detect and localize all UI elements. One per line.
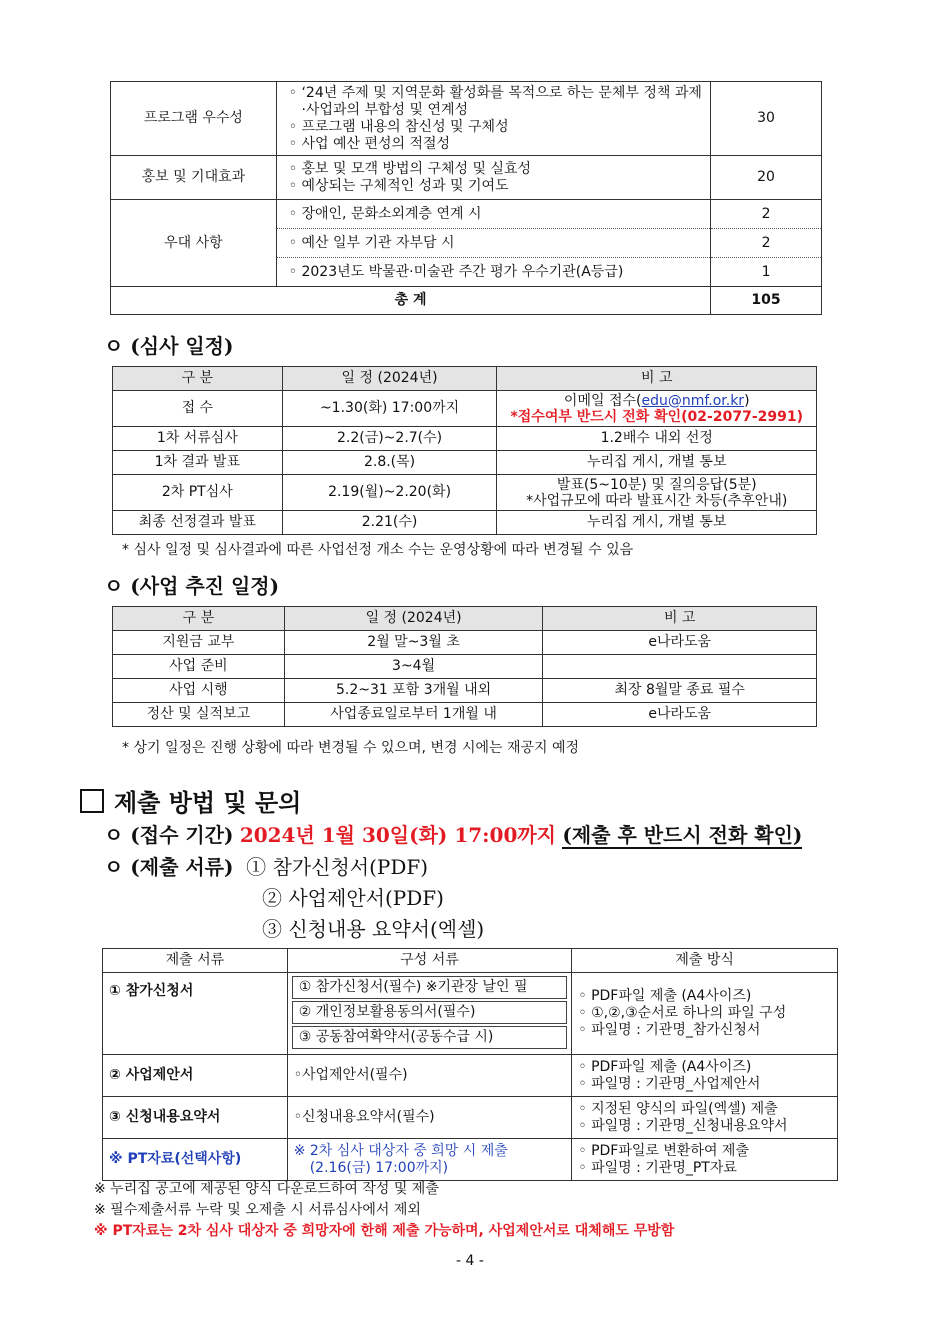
doc-parts: ◦신청내용요약서(필수) bbox=[287, 1097, 572, 1139]
submission-deadline: 2024년 1월 30일(화) 17:00까지 bbox=[239, 823, 557, 847]
footnote: ※ 필수제출서류 누락 및 오제출 시 서류심사에서 제외 bbox=[94, 1202, 421, 1218]
total-label: 총 계 bbox=[111, 287, 711, 315]
header-cell: 일 정 (2024년) bbox=[284, 607, 543, 631]
table-row bbox=[113, 703, 817, 727]
cell: 최장 8월말 종료 필수 bbox=[543, 679, 817, 703]
cell: 정산 및 실적보고 bbox=[113, 703, 285, 727]
table-row bbox=[113, 475, 817, 511]
header-cell: 제출 방식 bbox=[572, 949, 838, 973]
table-row bbox=[113, 679, 817, 703]
doc-item: ③ 신청내용 요약서(엑셀) bbox=[262, 917, 485, 941]
cell: 5.2~31 포함 3개월 내외 bbox=[284, 679, 543, 703]
criterion-item: ◦ 2023년도 박물관·미술관 주간 평가 우수기관(A등급) bbox=[276, 258, 710, 287]
header-cell: 일 정 (2024년) bbox=[282, 367, 497, 391]
doc-method: ◦ 지정된 양식의 파일(엑셀) 제출 ◦ 파일명 : 기관명_신청내용요약서 bbox=[572, 1097, 838, 1139]
table-row bbox=[103, 973, 838, 1055]
criterion-cell: 우대 사항 bbox=[111, 200, 277, 287]
total-score: 105 bbox=[711, 287, 822, 315]
table-row bbox=[113, 391, 817, 427]
review-schedule-table bbox=[112, 366, 817, 535]
table-row bbox=[103, 1097, 838, 1139]
cell: 2.8.(목) bbox=[282, 451, 497, 475]
email-link[interactable]: edu@nmf.or.kr bbox=[641, 392, 745, 409]
score-cell: 20 bbox=[711, 156, 822, 200]
doc-name: ① 참가신청서 bbox=[103, 973, 288, 1055]
criterion-item: ◦ 장애인, 문화소외계층 연계 시 bbox=[276, 200, 710, 229]
project-schedule-table bbox=[112, 606, 817, 727]
cell: 2.21(수) bbox=[282, 511, 497, 535]
cell: 접 수 bbox=[113, 391, 283, 427]
doc-parts: ◦사업제안서(필수) bbox=[287, 1055, 572, 1097]
table-row bbox=[113, 511, 817, 535]
document-table bbox=[102, 948, 838, 1181]
doc-parts: ※ 2차 심사 대상자 중 희망 시 제출 (2.16(금) 17:00까지) bbox=[287, 1139, 572, 1181]
review-schedule-note: * 심사 일정 및 심사결과에 따른 사업선정 개소 수는 운영상황에 따라 변경될 수 있음 bbox=[122, 542, 634, 558]
cell: 2.2(금)~2.7(수) bbox=[282, 427, 497, 451]
criterion-items: ◦ 홍보 및 모객 방법의 구체성 및 실효성 ◦ 예상되는 구체적인 성과 및 기여도 bbox=[276, 156, 710, 200]
score-cell: 2 bbox=[711, 200, 822, 229]
cell: 3~4월 bbox=[284, 655, 543, 679]
cell: 이메일 접수(edu@nmf.or.kr) *접수여부 반드시 전화 확인(02-2077-2991) bbox=[497, 391, 817, 427]
phone-confirm-note: *접수여부 반드시 전화 확인(02-2077-2991) bbox=[510, 408, 803, 425]
doc-name: ② 사업제안서 bbox=[103, 1055, 288, 1097]
header-cell: 제출 서류 bbox=[103, 949, 288, 973]
doc-name: ※ PT자료(선택사항) bbox=[103, 1139, 288, 1181]
table-header bbox=[113, 607, 817, 631]
cell: 발표(5~10분) 및 질의응답(5분) *사업규모에 따라 발표시간 차등(추후안내) bbox=[497, 475, 817, 511]
footnote-important: ※ PT자료는 2차 심사 대상자 중 희망자에 한해 제출 가능하며, 사업제안서로 대체해도 무방함 bbox=[94, 1223, 675, 1239]
doc-item: ② 사업제안서(PDF) bbox=[262, 886, 444, 910]
cell: 2월 말~3월 초 bbox=[284, 631, 543, 655]
submission-docs-line: ㅇ (제출 서류) ① 참가신청서(PDF) bbox=[104, 855, 429, 879]
evaluation-table bbox=[110, 81, 822, 315]
project-schedule-heading: ㅇ (사업 추진 일정) bbox=[104, 574, 280, 598]
doc-parts: ① 참가신청서(필수) ※기관장 날인 필 ② 개인정보활용동의서(필수) ③ 공동참여확약서(공동수급 시) bbox=[287, 973, 572, 1055]
cell: 누리집 게시, 개별 통보 bbox=[497, 451, 817, 475]
cell: 최종 선정결과 발표 bbox=[113, 511, 283, 535]
header-cell: 비 고 bbox=[497, 367, 817, 391]
doc-method: ◦ PDF파일 제출 (A4사이즈) ◦ ①,②,③순서로 하나의 파일 구성 ◦ 파일명 : 기관명_참가신청서 bbox=[572, 973, 838, 1055]
page-number: - 4 - bbox=[456, 1253, 484, 1269]
criterion-cell: 프로그램 우수성 bbox=[111, 82, 277, 156]
cell: 사업종료일로부터 1개월 내 bbox=[284, 703, 543, 727]
table-header bbox=[103, 949, 838, 973]
score-cell: 30 bbox=[711, 82, 822, 156]
doc-method: ◦ PDF파일 제출 (A4사이즈) ◦ 파일명 : 기관명_사업제안서 bbox=[572, 1055, 838, 1097]
cell bbox=[543, 655, 817, 679]
table-row bbox=[103, 1139, 838, 1181]
table-row bbox=[113, 655, 817, 679]
doc-name: ③ 신청내용요약서 bbox=[103, 1097, 288, 1139]
criterion-item: ◦ 예산 일부 기관 자부담 시 bbox=[276, 229, 710, 258]
cell: 1차 결과 발표 bbox=[113, 451, 283, 475]
criterion-items: ◦ ‘24년 주제 및 지역문화 활성화를 목적으로 하는 문체부 정책 과제·사업과의 부합성 및 연계성 ◦ 프로그램 내용의 참신성 및 구체성 ◦ 사업 예산 편성의 적절성 bbox=[276, 82, 710, 156]
checkbox-square-icon bbox=[80, 789, 104, 813]
cell: 사업 준비 bbox=[113, 655, 285, 679]
cell: 지원금 교부 bbox=[113, 631, 285, 655]
submission-title: 제출 방법 및 문의 bbox=[80, 783, 301, 818]
table-row bbox=[113, 631, 817, 655]
score-cell: 1 bbox=[711, 258, 822, 287]
criterion-cell: 홍보 및 기대효과 bbox=[111, 156, 277, 200]
project-schedule-note: * 상기 일정은 진행 상황에 따라 변경될 수 있으며, 변경 시에는 재공지 예정 bbox=[122, 740, 580, 756]
header-cell: 비 고 bbox=[543, 607, 817, 631]
cell: 누리집 게시, 개별 통보 bbox=[497, 511, 817, 535]
table-row bbox=[113, 427, 817, 451]
header-cell: 구 분 bbox=[113, 367, 283, 391]
header-cell: 구 분 bbox=[113, 607, 285, 631]
doc-item: ① 참가신청서(PDF) bbox=[246, 855, 429, 879]
cell: 사업 시행 bbox=[113, 679, 285, 703]
cell: ~1.30(화) 17:00까지 bbox=[282, 391, 497, 427]
cell: 2.19(월)~2.20(화) bbox=[282, 475, 497, 511]
footnote: ※ 누리집 공고에 제공된 양식 다운로드하여 작성 및 제출 bbox=[94, 1181, 439, 1197]
table-row bbox=[113, 451, 817, 475]
cell: 1차 서류심사 bbox=[113, 427, 283, 451]
cell: 1.2배수 내외 선정 bbox=[497, 427, 817, 451]
cell: e나라도움 bbox=[543, 703, 817, 727]
table-row bbox=[103, 1055, 838, 1097]
table-row bbox=[111, 82, 822, 156]
total-row bbox=[111, 287, 822, 315]
review-schedule-heading: ㅇ (심사 일정) bbox=[104, 334, 234, 358]
header-cell: 구성 서류 bbox=[287, 949, 572, 973]
cell: 2차 PT심사 bbox=[113, 475, 283, 511]
table-row bbox=[111, 156, 822, 200]
table-row bbox=[111, 200, 822, 229]
score-cell: 2 bbox=[711, 229, 822, 258]
submission-period-line: ㅇ (접수 기간) 2024년 1월 30일(화) 17:00까지 (제출 후 반드시 전화 확인) bbox=[104, 823, 803, 847]
cell: e나라도움 bbox=[543, 631, 817, 655]
table-header bbox=[113, 367, 817, 391]
doc-method: ◦ PDF파일로 변환하여 제출 ◦ 파일명 : 기관명_PT자료 bbox=[572, 1139, 838, 1181]
